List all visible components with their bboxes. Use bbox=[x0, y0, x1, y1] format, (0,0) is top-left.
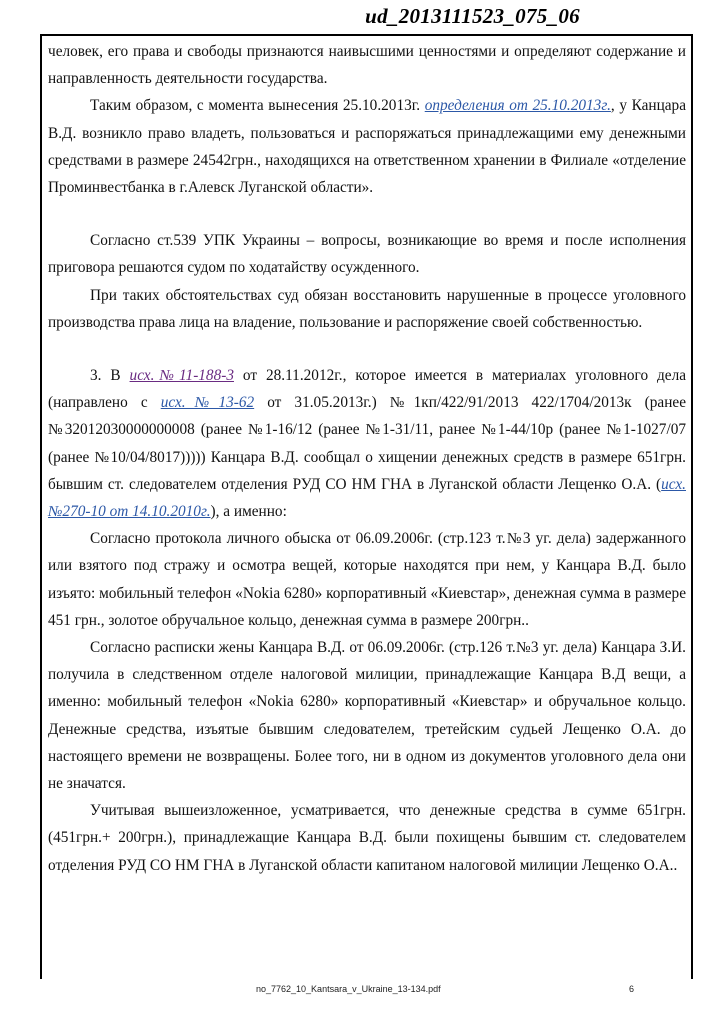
frame-right-border bbox=[691, 34, 693, 979]
paragraph-wife-receipt: Согласно расписки жены Канцара В.Д. от 06.09.2006г. (стр.126 т.№3 уг. дела) Канцара З.И. получила в следственном отделе налоговой милиции, принадлежащие Канцара В.Д вещи, а именно: мобильный телефон «Nokia 6280» корпоративный «Киевстар» и обручальное кольцо. Денежные средства, изъятые бывшим следователем, третейским судьей Лещенко О.А. до настоящего времени не возвращены. Более того, ни в одном из документов уголовного дела они не значатся. bbox=[48, 639, 686, 793]
document-body bbox=[48, 38, 686, 879]
paragraph-item-3: 3. В исх.№11-188-3 от 28.11.2012г., которое имеется в материалах уголовного дела (направлено с исх.№13-62 от 31.05.2013г.) №1кп/422/91/2013 422/1704/2013к (ранее №32012030000000008 (ранее №1-16/12 (ранее №1-31/11, ранее №1-44/10р (ранее №1-1027/07 (ранее №10/04/8017))))) Канцара В.Д. сообщал о хищении денежных средств в размере 651грн. бывшим ст. следователем отделения РУД СО НМ ГНА в Луганской области Лещенко О.А. (исх.№270-10 от 14.10.2010г.), а именно: bbox=[48, 367, 687, 521]
paragraph-final-conclusion: Учитывая вышеизложенное, усматривается, что денежные средства в сумме 651грн. (451грн.+ 200грн.), принадлежащие Канцара В.Д. были похищены бывшим ст. следователем отделения РУД СО НМ ГНА в Луганской области капитаном налоговой милиции Лещенко О.А.. bbox=[48, 802, 686, 874]
frame-top-border bbox=[40, 34, 693, 36]
paragraph-continuation: человек, его права и свободы признаются наивысшими ценностями и определяют содержание и направленность деятельности государства. bbox=[48, 43, 686, 88]
paragraph-article-539: Согласно ст.539 УПК Украины – вопросы, возникающие во время и после исполнения приговора решаются судом по ходатайству осужденного. bbox=[48, 232, 686, 277]
outgoing-letter-link-11-188-3[interactable]: исх.№11-188-3 bbox=[129, 367, 234, 385]
footer-page-number: 6 bbox=[629, 984, 635, 994]
ruling-link[interactable]: определения от 25.10.2013г. bbox=[424, 97, 611, 115]
footer-filename: no_7762_10_Kantsara_v_Ukraine_13-134.pdf bbox=[256, 984, 441, 994]
outgoing-letter-link-270-10[interactable]: исх.№270-10 от 14.10.2010г. bbox=[48, 475, 686, 521]
paragraph-search-protocol: Согласно протокола личного обыска от 06.09.2006г. (стр.123 т.№3 уг. дела) задержанного или взятого под стражу и осмотра вещей, которые находятся при нем, у Канцара В.Д. было изъято: мобильный телефон «Nokia 6280» корпоративный «Киевстар», денежная сумма в размере 451 грн., золотое обручальное кольцо, денежная сумма в размере 200грн.. bbox=[48, 530, 686, 629]
document-id: ud_2013111523_075_06 bbox=[365, 4, 580, 28]
frame-left-border bbox=[40, 34, 42, 979]
paragraph-conclusion: Таким образом, с момента вынесения 25.10.2013г. определения от 25.10.2013г., у Канцара В.Д. возникло право владеть, пользоваться и распоряжаться принадлежащими ему денежными средствами в размере 24542грн., находящихся на ответственном хранении в Филиале «отделение Проминвестбанка в г.Алевск Луганской области». bbox=[48, 97, 686, 197]
paragraph-court-obligation: При таких обстоятельствах суд обязан восстановить нарушенные в процессе уголовного производства права лица на владение, пользование и распоряжение своей собственностью. bbox=[48, 286, 686, 331]
outgoing-letter-link-13-62[interactable]: исх.№13-62 bbox=[160, 394, 255, 412]
